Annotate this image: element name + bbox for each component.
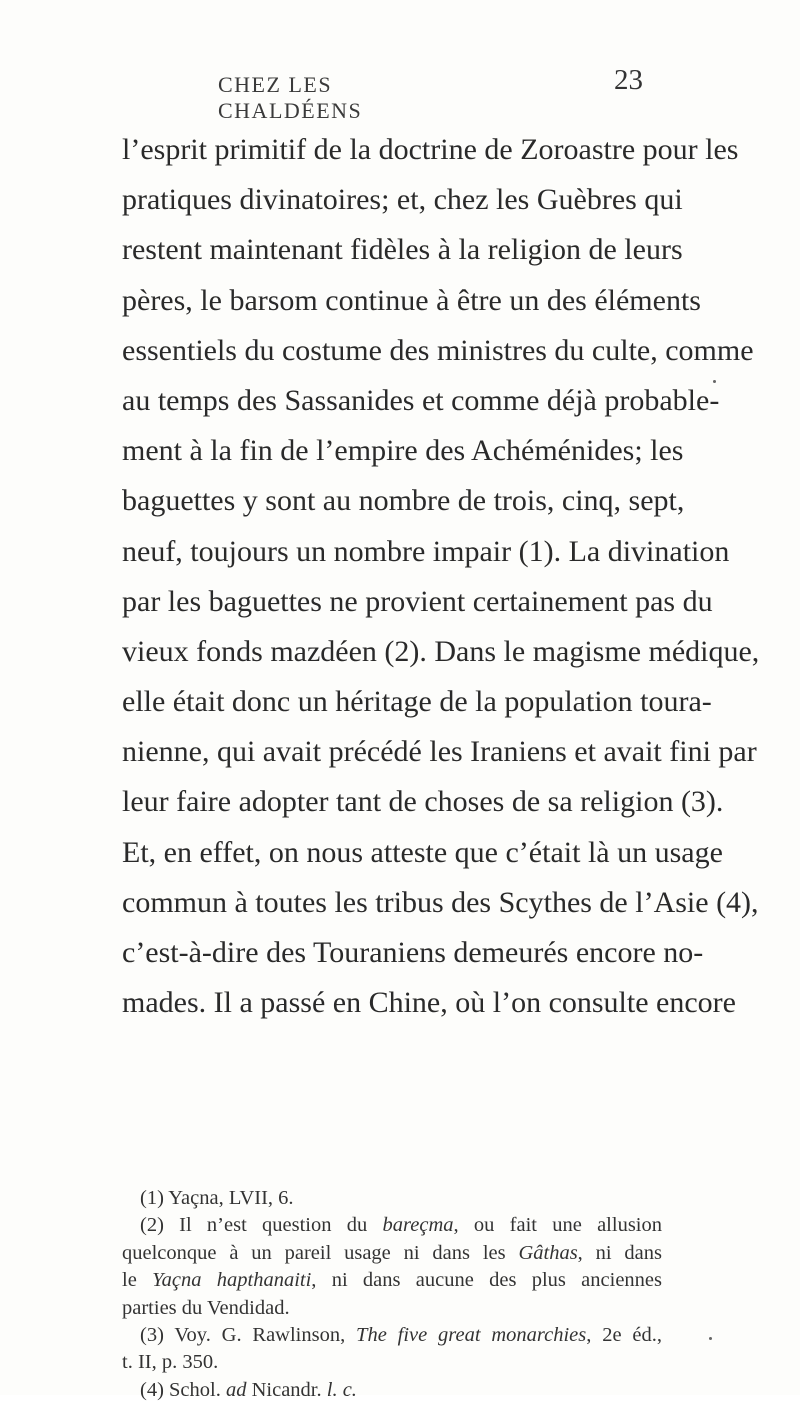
text-line: vieux fonds mazdéen (2). Dans le magisme médique, (122, 634, 760, 668)
text-line: l’esprit primitif de la doctrine de Zoroastre pour les (122, 133, 739, 166)
footnote-2-line: parties du Vendidad. (122, 1296, 290, 1319)
text-line: ment à la fin de l’empire des Achéménides; les (122, 434, 684, 468)
text-line: mades. Il a passé en Chine, où l’on consulte encore (122, 986, 736, 1020)
text-line: baguettes y sont au nombre de trois, cinq, sept, (122, 484, 685, 518)
footnote-2-line (122, 1267, 662, 1294)
footnote-italic: l. c. (326, 1378, 357, 1401)
footnote-text: , 2e éd., (586, 1323, 662, 1346)
footnote-text: (2) Il n’est question du (140, 1214, 383, 1237)
main-text (122, 125, 760, 1028)
footnote-text: , ni dans (577, 1241, 662, 1264)
text-line: nienne, qui avait précédé les Iraniens et avait fini par (122, 735, 757, 769)
footnote-3 (122, 1322, 662, 1349)
text-line: pratiques divinatoires; et, chez les Guèbres qui (122, 183, 683, 217)
footnote-1: (1) Yaçna, LVII, 6. (140, 1187, 294, 1209)
footnotes (122, 1185, 662, 1404)
page-number: 23 (614, 64, 643, 96)
paper-speck (709, 1337, 712, 1340)
footnote-text: (3) Voy. G. Rawlinson, (140, 1323, 357, 1346)
text-line: leur faire adopter tant de choses de sa religion (3). (122, 785, 724, 819)
footnote-italic: bareçma (382, 1214, 454, 1237)
footnote-3-line: t. II, p. 350. (122, 1351, 219, 1374)
footnote-italic: ad (225, 1378, 247, 1401)
footnote-text: quelconque à un pareil usage ni dans les (122, 1241, 519, 1264)
paper-speck (713, 380, 716, 383)
footnote-4 (122, 1377, 662, 1404)
footnote-text: Nicandr. (246, 1378, 327, 1401)
footnote-text: , ou fait une allusion (453, 1214, 662, 1237)
text-line: neuf, toujours un nombre impair (1). La divination (122, 534, 730, 568)
running-head: CHEZ LES CHALDÉENS (218, 72, 363, 123)
footnote-2-line (122, 1240, 662, 1267)
text-line: restent maintenant fidèles à la religion de leurs (122, 233, 683, 267)
text-line: pères, le barsom continue à être un des éléments (122, 283, 701, 317)
footnote-italic: Gâthas (518, 1241, 578, 1264)
footnote-text: , ni dans aucune des plus anciennes (311, 1269, 663, 1292)
text-line: au temps des Sassanides et comme déjà probable- (122, 383, 720, 417)
footnote-italic: Yaçna hapthanaiti (152, 1269, 312, 1292)
footnote-text: (4) Schol. (140, 1378, 226, 1401)
footnote-2 (122, 1212, 662, 1239)
text-line: c’est-à-dire des Touraniens demeurés encore no- (122, 936, 704, 969)
text-line: Et, en effet, on nous atteste que c’était là un usage (122, 835, 723, 869)
text-line: elle était donc un héritage de la population toura- (122, 685, 712, 719)
footnote-text: le (122, 1269, 153, 1292)
text-line: par les baguettes ne provient certainement pas du (122, 584, 713, 618)
footnote-italic: The five great monarchies (356, 1323, 587, 1346)
text-line: essentiels du costume des ministres du culte, comme (122, 333, 754, 367)
text-line: commun à toutes les tribus des Scythes de l’Asie (4), (122, 885, 759, 919)
